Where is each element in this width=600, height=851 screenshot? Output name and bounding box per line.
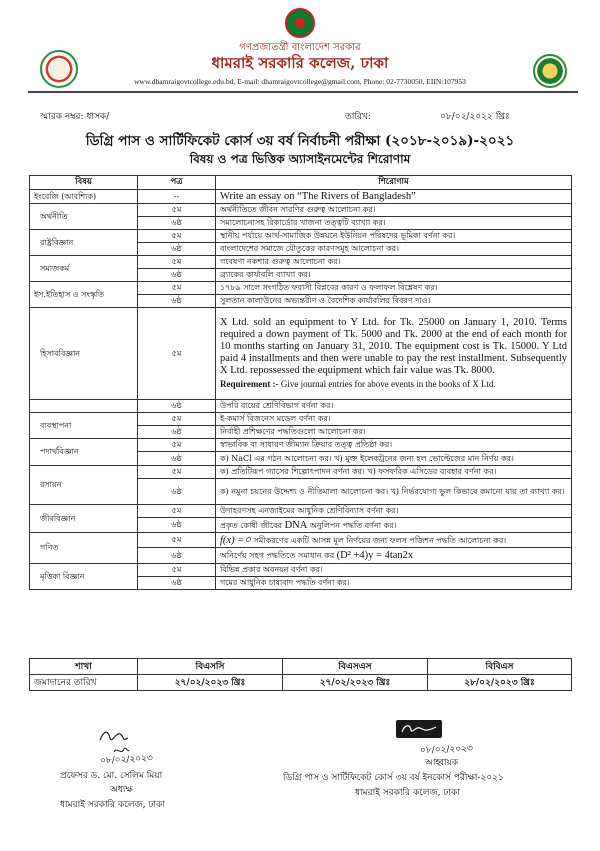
topic-text: অনির্ণেয় সহগ পদ্ধতিতে সমাধান কর [220,551,337,561]
document-subtitle: বিষয় ও পত্র ভিত্তিক অ্যাসাইনমেন্টের শিরোণাম [189,152,411,166]
header-divider [28,91,578,93]
paper-cell: ৫ম [138,204,216,217]
topic-cell: বাংলাদেশের সমাজে যৌতুকের কারণসমূহ আলোচনা কর। [216,243,572,256]
table-row [30,564,572,577]
topic-cell: ব্র্যাকের কার্যাবলি ব্যাখ্যা কর। [216,269,572,282]
document-title: ডিগ্রি পাস ও সার্টিফিকেট কোর্স ৩য় বর্ষ নির্বাচনী পরীক্ষা (২০১৮-২০১৯)-২০২১ [85,133,515,149]
topic-cell: ই-কমার্স বিজনেস মডেল বর্ণনা কর। [216,413,572,426]
subject-cell: রাষ্ট্রবিজ্ঞান [30,230,138,256]
topic-cell: গবেষণা নকশার গুরুত্ব আলোচনা কর। [216,256,572,269]
submission-date-row [30,675,572,691]
principal-signature [98,726,130,746]
topic-cell: উপরি ব্যয়ের শ্রেণিবিভাগ বর্ণনা কর। [216,400,572,413]
topic-cell: উদাহরণসহ এনজাইমের আধুনিক শ্রেণিবিন্যাস বর্ণনা কর। [216,505,572,518]
accounting-problem-text: X Ltd. sold an equipment to Y Ltd. for Tk. 25000 on January 1, 2010. Terms required a down payment of Tk. 5000 and Tk. 2000 at the end of each month for 10 months starting on January 31, 2010. The equipment cost is Tk. 15000. Y Ltd paid 4 installments and then were unable to pay the rest installment. Subsequently X Ltd. repossessed the equipment which fair value was Tk. 8000. [220,316,567,377]
paper-cell: ৬ষ্ঠ [138,452,216,466]
table-row [30,190,572,204]
dna-text: DNA [284,519,308,531]
header-bbs: বিবিএস [428,659,572,675]
header-topic: শিরোণাম [216,176,572,190]
paper-cell: ৬ষ্ঠ [138,577,216,590]
convener-signature-stamp [396,720,442,738]
paper-cell: ৫ম [138,413,216,426]
bss-date: ২৭/০২/২০২৩ খ্রিঃ [283,675,428,691]
topic-cell: নির্বাহী প্রশিক্ষণের পদ্ধতিগুলো আলোচনা কর। [216,426,572,439]
topic-cell [216,548,572,564]
accounting-requirement [220,379,567,390]
bbs-date: ২৮/০২/২০২৩ খ্রিঃ [428,675,572,691]
principal-name: প্রফেসর ড. মো. সেলিম মিয়া [60,771,163,781]
convener-exam-name: ডিগ্রি পাস ও সার্টিফিকেট কোর্স ৩য় বর্ষ ইনকোর্স পরীক্ষা-২০২১ [283,773,504,783]
submission-date-table [29,658,572,691]
paper-cell: ৫ম [138,308,216,400]
principal-college: ধামরাই সরকারি কলেজ, ঢাকা [60,800,165,810]
topic-cell: স্বাভাবিক বা সাধারণ জীম্যান ক্রিয়ার তত্ত্ব প্রতিষ্ঠা কর। [216,439,572,452]
submission-header-row [30,659,572,675]
paper-cell: ৬ষ্ঠ [138,400,216,413]
bsc-date: ২৭/০২/২০২৩ খ্রিঃ [138,675,283,691]
topic-text: সমীকরণের একটি আসন্ন মূল নির্ণয়ের জন্য ফলস পজিশন পদ্ধতি আলোচনা কর। [251,535,507,545]
convener-signature [396,720,442,738]
table-header-row [30,176,572,190]
paper-cell: ৬ষ্ঠ [138,243,216,256]
table-row [30,533,572,548]
paper-cell: ৫ম [138,505,216,518]
topic-cell: সমালোচনাসহ রিকার্ডোর খাজনা তত্ত্বটি ব্যাখ্যা কর। [216,217,572,230]
table-row [30,230,572,243]
subject-cell: অর্থনীতি [30,204,138,230]
paper-cell: ৬ষ্ঠ [138,479,216,505]
table-row [30,256,572,269]
date-value: ০৮/০২/২০২২ খ্রিঃ [440,112,510,122]
math-expression: (D² +4)y = 4tan2x [336,550,414,562]
submission-date-label: জমাদানের তারিখ [30,675,138,691]
topic-text-pre: প্রকৃত কোষী জীবের [220,520,285,530]
header-subject: বিষয় [30,176,138,190]
subject-cell: ব্যবস্থাপনা [30,413,138,439]
topic-cell: সুলতান কালাউনের অভ্যন্তরীণ ও বৈদেশিক কার্যাবলির বিবরণ দাও। [216,295,572,308]
header-paper: পত্র [138,176,216,190]
subject-cell: গণিত [30,533,138,564]
topic-cell: ১৭৮৯ সালে সংগঠিত ফরাসী বিপ্লবের কারণ ও ফলাফল বিশ্লেষণ কর। [216,282,572,295]
principal-sign-date: ০৮/০২/২০২৩ [99,753,154,767]
math-expression: f(x) =০ [220,534,252,546]
topic-text-post: অনুলিপন পদ্ধতি বর্ণনা কর। [307,520,397,530]
convener-college: ধামরাই সরকারি কলেজ, ঢাকা [355,788,460,798]
convener-sign-date: ০৮/০২/২০২৩ [419,744,474,756]
assignment-table [29,175,572,590]
header-bsc: বিএসসি [138,659,283,675]
topic-cell [216,308,572,400]
paper-cell: ৫ম [138,282,216,295]
government-name: গণপ্রজাতন্ত্রী বাংলাদেশ সরকার [239,42,361,53]
topic-cell: ক) নমুনা চয়নের উদ্দেশ্য ও নীতিমালা আলোচনা কর। খ) নির্ভরযোগ্য ভুল কিভাবে কমানো যায় তা ব্যাখ্যা কর। [216,479,572,505]
paper-cell: ৫ম [138,466,216,479]
paper-cell: ৬ষ্ঠ [138,217,216,230]
table-row [30,308,572,400]
table-row [30,204,572,217]
paper-cell: ৬ষ্ঠ [138,518,216,533]
paper-cell: ৫ম [138,533,216,548]
table-row [30,413,572,426]
contact-line: www.dhamraigovtcollege.edu.bd, E-mail: dhamraigovtcollege@gmail.com, Phone: 02-7730050, EIIN:107953 [134,77,466,86]
paper-cell: ৫ম [138,230,216,243]
subject-cell: ইংরেজি (আবশ্যিক) [30,190,138,204]
paper-cell: ৬ষ্ঠ [138,295,216,308]
paper-cell: ৬ষ্ঠ [138,426,216,439]
topic-cell: Write an essay on “The Rivers of Bangladesh” [216,190,572,204]
subject-cell: ইস.ইতিহাস ও সংস্কৃতি [30,282,138,308]
subject-cell: জীববিজ্ঞান [30,505,138,533]
subject-cell: পদার্থবিজ্ঞান [30,439,138,466]
government-seal-logo [285,8,315,38]
table-row [30,439,572,452]
table-row [30,400,572,413]
memo-number: স্মারক নম্বর: ধাসক/ [40,112,110,122]
topic-cell: স্থানীয় পর্যায়ে আর্থ-সামাজিক উন্নয়নে ইউনিয়ন পরিষদের ভূমিকা বর্ণনা কর। [216,230,572,243]
topic-cell: ক) প্রতিটিরূপ গ্যাসের শিল্পোৎপাদন বর্ণনা কর। খ) ফসফরিক এসিডের ব্যবহার বর্ণনা কর। [216,466,572,479]
paper-cell: ৬ষ্ঠ [138,269,216,282]
topic-cell [216,518,572,533]
subject-cell: মৃত্তিকা বিজ্ঞান [30,564,138,590]
table-row [30,282,572,295]
topic-cell: বিভিন্ন প্রকার অবনয়ন বর্ণনা কর। [216,564,572,577]
subject-cell: রসায়ন [30,466,138,505]
paper-cell: ৫ম [138,256,216,269]
topic-cell: অর্থনীতিতে জীবন সারণির গুরুত্ব আলোচনা কর। [216,204,572,217]
requirement-text: Give journal entries for above events in the books of X Ltd. [278,379,496,390]
paper-cell: ৫ম [138,564,216,577]
topic-cell [216,533,572,548]
subject-cell-empty [30,400,138,413]
topic-cell: গমের আধুনিক চাষাবাদ পদ্ধতি বর্ণনা কর। [216,577,572,590]
paper-cell: -- [138,190,216,204]
date-label: তারিখ: [345,112,371,122]
requirement-label: Requirement :- [220,379,279,390]
table-row [30,505,572,518]
paper-cell: ৫ম [138,439,216,452]
principal-title: অধ্যক্ষ [110,785,133,795]
subject-cell: হিসাববিজ্ঞান [30,308,138,400]
header-branch: শাখা [30,659,138,675]
header-bss: বিএসএস [283,659,428,675]
topic-cell: ক) NaCl এর গঠন আলোচনা কর। খ) মুক্ত ইলেকট্রনের জন্য হল ভোল্টেজের মান নির্ণয় কর। [216,452,572,466]
subject-cell: সমাজকর্ম [30,256,138,282]
table-row [30,466,572,479]
paper-cell: ৬ষ্ঠ [138,548,216,564]
college-name: ধামরাই সরকারি কলেজ, ঢাকা [211,54,389,72]
convener-title: আহ্বায়ক [425,758,459,768]
